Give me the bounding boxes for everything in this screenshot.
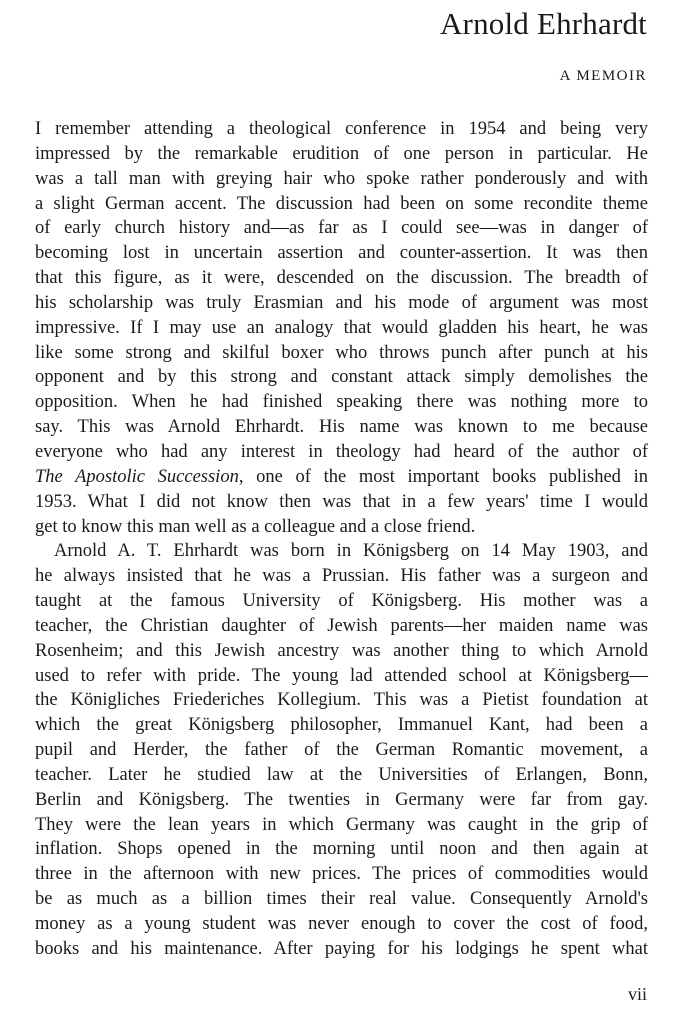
text-line: which the great Königsberg philosopher, Immanuel Kant, had been a bbox=[35, 715, 648, 736]
text-line: get to know this man well as a colleague and a close friend. bbox=[35, 516, 476, 537]
text-line: Berlin and Königsberg. The twenties in Germany were far from gay. bbox=[35, 789, 648, 810]
text-line: opposition. When he had finished speaking there was nothing more to bbox=[35, 392, 648, 413]
text-line: say. This was Arnold Ehrhardt. His name was known to me because bbox=[35, 417, 648, 438]
text-line: the Königliches Friederiches Kollegium. This was a Pietist foundation at bbox=[35, 690, 648, 711]
paragraph-start-line: Arnold A. T. Ehrhardt was born in Königsberg on 14 May 1903, and bbox=[54, 541, 648, 562]
text-line: teacher. Later he studied law at the Universities of Erlangen, Bonn, bbox=[35, 764, 648, 785]
memoir-body bbox=[35, 117, 648, 962]
text-line: used to refer with pride. The young lad attended school at Königsberg— bbox=[35, 665, 648, 686]
page-title: Arnold Ehrhardt bbox=[439, 6, 647, 41]
book-title-italic: The Apostolic Succession bbox=[35, 466, 239, 487]
text-line: like some strong and skilful boxer who throws punch after punch at his bbox=[35, 342, 648, 363]
text-line: a slight German accent. The discussion had been on some recondite theme bbox=[35, 193, 648, 214]
text-line: inflation. Shops opened in the morning until noon and then again at bbox=[35, 839, 648, 860]
text-line: I remember attending a theological conference in 1954 and being very bbox=[35, 119, 648, 139]
text-line: of early church history and—as far as I could see—was in danger of bbox=[35, 218, 648, 239]
text-line: becoming lost in uncertain assertion and counter-assertion. It was then bbox=[35, 243, 648, 264]
text-line: 1953. What I did not know then was that in a few years' time I would bbox=[35, 491, 648, 512]
text-line: impressed by the remarkable erudition of one person in particular. He bbox=[35, 143, 648, 164]
page-number: vii bbox=[627, 984, 647, 1004]
text-line: opponent and by this strong and constant attack simply demolishes the bbox=[35, 367, 648, 388]
text-line: be as much as a billion times their real value. Consequently Arnold's bbox=[35, 889, 648, 910]
text-line: was a tall man with greying hair who spoke rather ponderously and with bbox=[35, 168, 648, 189]
text-line: everyone who had any interest in theology had heard of the author of bbox=[35, 441, 648, 462]
text-line: impressive. If I may use an analogy that would gladden his heart, he was bbox=[35, 317, 648, 338]
page-subtitle: A MEMOIR bbox=[559, 68, 647, 84]
text-line: teacher, the Christian daughter of Jewish parents—her maiden name was bbox=[35, 615, 648, 636]
text-line: pupil and Herder, the father of the German Romantic movement, a bbox=[35, 740, 648, 761]
text-line: books and his maintenance. After paying for his lodgings he spent what bbox=[35, 938, 648, 959]
text-line: he always insisted that he was a Prussian. His father was a surgeon and bbox=[35, 566, 648, 587]
text-line-with-italic-title bbox=[35, 465, 648, 490]
text-line: money as a young student was never enough to cover the cost of food, bbox=[35, 914, 648, 934]
text-line: taught at the famous University of Königsberg. His mother was a bbox=[35, 591, 648, 612]
text-line: three in the afternoon with new prices. The prices of commodities would bbox=[35, 864, 648, 885]
text-line: his scholarship was truly Erasmian and his mode of argument was most bbox=[35, 292, 648, 313]
text-line: that this figure, as it were, descended on the discussion. The breadth of bbox=[35, 268, 648, 289]
text-line: Rosenheim; and this Jewish ancestry was another thing to which Arnold bbox=[35, 640, 648, 661]
text-line-rest: , one of the most important books published in bbox=[238, 466, 648, 487]
text-line: They were the lean years in which Germany was caught in the grip of bbox=[35, 814, 648, 835]
